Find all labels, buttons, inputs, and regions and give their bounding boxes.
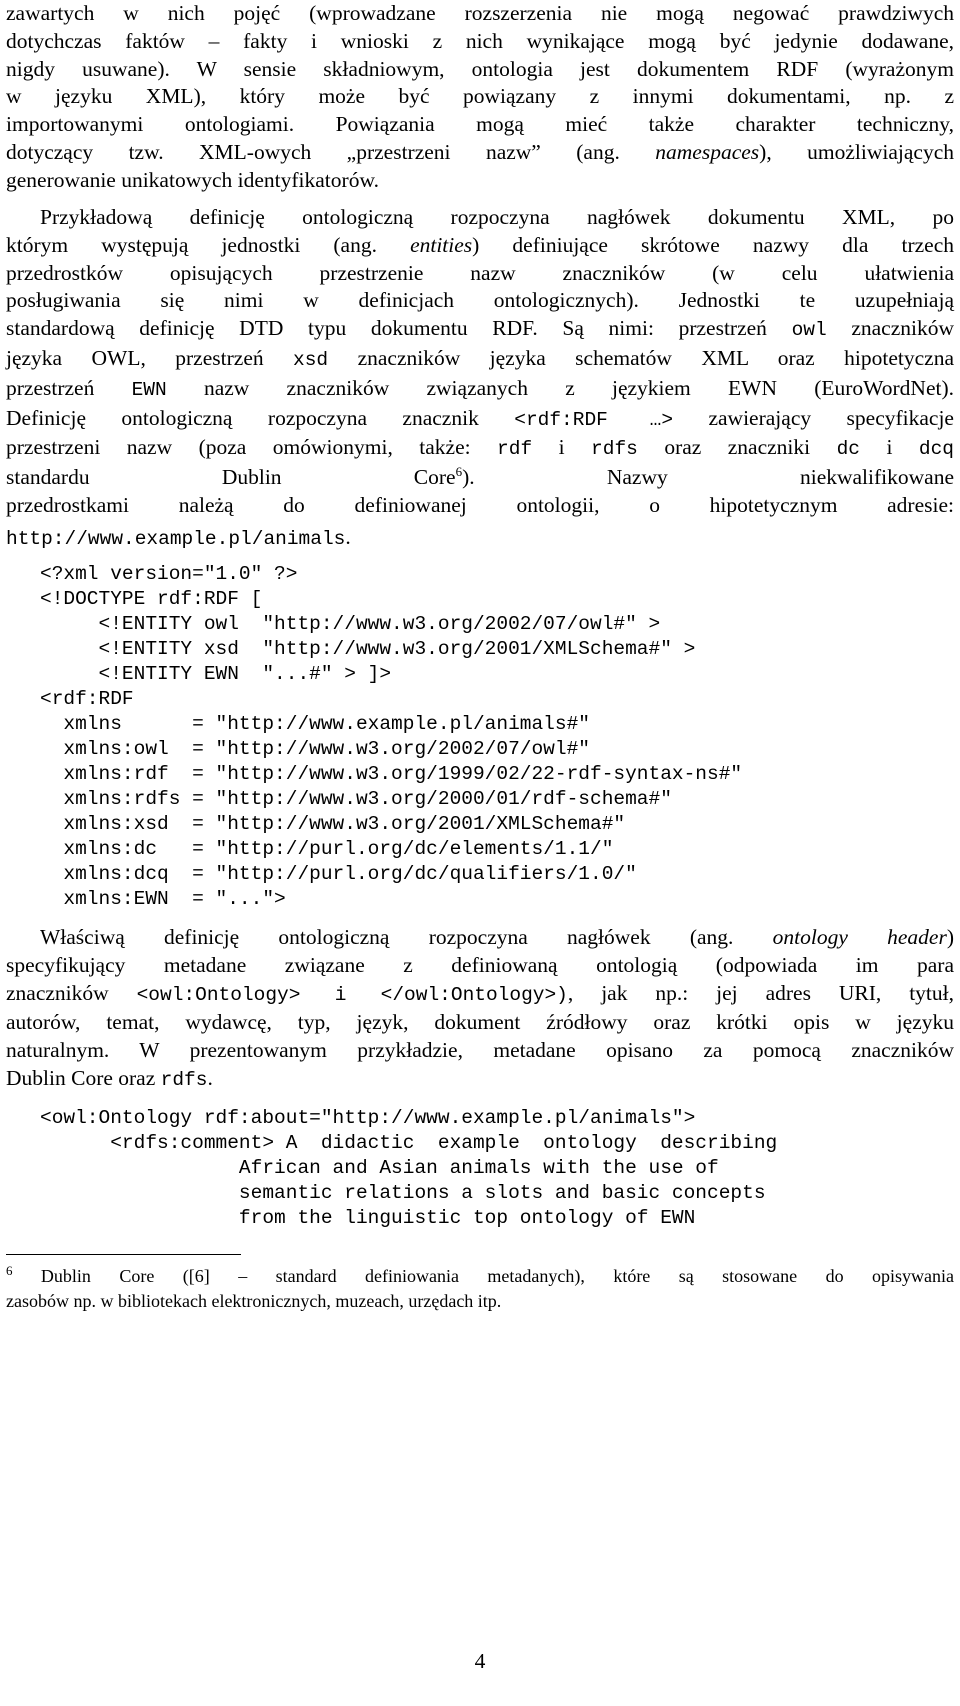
footnote-number: 6: [6, 1263, 13, 1278]
text-line: nigdy usuwane). W sensie składniowym, ontologia jest dokumentem RDF (wyrażonym: [6, 56, 954, 81]
code-block-ontology: <owl:Ontology rdf:about="http://www.example.pl/animals"> <rdfs:comment> A didactic example ontology describing African and Asian animals with the use of semantic relations a slots and basic concepts from the linguistic top ontology of EWN: [40, 1107, 778, 1229]
text-span: przestrzeń: [6, 375, 132, 400]
text-line: [6, 139, 954, 167]
text-span: .: [345, 524, 351, 549]
text-line: [6, 375, 954, 405]
text-span: standardu Dublin Core: [6, 465, 456, 490]
text-span: , jak np.: jej adres URI, tytuł,: [567, 980, 955, 1005]
code-term: http://www.example.pl/animals: [6, 527, 346, 550]
page-number: 4: [474, 1649, 486, 1673]
text-line: dotychczas faktów ‒ fakty i wnioski z nich wynikające mogą być jedynie dodawane,: [6, 28, 954, 53]
text-line: autorów, temat, wydawcę, typ, język, dokument źródłowy oraz krótki opis w języku: [6, 1010, 954, 1035]
text-span: języka OWL, przestrzeń: [6, 345, 294, 370]
text-span: nazw znaczników związanych z językiem EWN (EuroWordNet).: [166, 375, 954, 400]
text-span: ): [946, 925, 954, 949]
italic-term: namespaces: [655, 139, 760, 164]
code-term: <rdf:RDF …>: [514, 408, 674, 431]
text-span: i: [860, 435, 919, 460]
code-term: xsd: [293, 348, 329, 371]
paragraph-1: [6, 0, 954, 195]
code-term: EWN: [131, 378, 167, 401]
footnote-separator: [6, 1254, 241, 1255]
text-span: znaczników: [826, 316, 955, 341]
code-term: dc: [836, 438, 860, 461]
text-span: .: [207, 1065, 213, 1090]
code-term: <owl:Ontology> i </owl:Ontology>): [136, 983, 568, 1006]
footnote-line: zasobów np. w bibliotekach elektronicznych, muzeach, urzędach itp.: [6, 1290, 502, 1311]
text-span: przestrzeni nazw (poza omówionymi, także:: [6, 435, 498, 460]
text-span: ) definiujące skrótowe nazwy dla trzech: [472, 232, 954, 257]
text-line: [6, 405, 954, 435]
footnote-line: [6, 1264, 954, 1289]
text-span: oraz znaczniki: [637, 435, 837, 460]
text-line: importowanymi ontologiami. Powiązania mogą mieć także charakter techniczny,: [6, 112, 954, 137]
text-span: Dublin Core oraz: [6, 1065, 161, 1090]
text-line: naturalnym. W prezentowanym przykładzie, metadane opisano za pomocą znaczników: [6, 1038, 954, 1063]
text-span: Dublin Core ([6] ‒ standard definiowania metadanych), które są stosowane do opisywania: [12, 1266, 954, 1286]
paragraph-2: [6, 204, 954, 554]
text-span: standardową definicję DTD typu dokumentu RDF. Są nimi: przestrzeń: [6, 316, 792, 341]
code-term: rdfs: [591, 438, 638, 461]
text-line: [6, 232, 954, 260]
code-block-rdf: <?xml version="1.0" ?> <!DOCTYPE rdf:RDF [ <!ENTITY owl "http://www.w3.org/2002/07/owl#" > <!ENTITY xsd "http://www.w3.org/2001/XMLSchema#" > <!ENTITY EWN "...#" > ]> <rdf:RDF xmlns = "http://www.example.pl/animals#" xmlns:owl = "http://www.w3.org/2002/07/owl#" xmlns:rdf = "http://www.w3.org/1999/02/22-rdf-syntax-ns#" xmlns:rdfs = "http://www.w3.org/2000/01/rdf-schema#" xmlns:xsd = "http://www.w3.org/2001/XMLSchema#" xmlns:dc = "http://purl.org/dc/elements/1.1/" xmlns:dcq = "http://purl.org/dc/qualifiers/1.0/" xmlns:EWN = "...">: [40, 563, 743, 910]
code-term: rdfs: [160, 1068, 208, 1091]
text-line: przedrostków opisujących przestrzenie nazw znaczników (w celu ułatwienia: [6, 260, 954, 285]
text-span: ), umożliwiających: [759, 139, 954, 164]
text-line: [6, 464, 954, 492]
text-line: zawartych w nich pojęć (wprowadzane rozszerzenia nie mogą negować prawdziwych: [6, 1, 954, 25]
text-line: przedrostkami należą do definiowanej ontologii, o hipotetycznym adresie:: [6, 492, 954, 517]
text-line: [6, 1065, 954, 1095]
text-line: [6, 315, 954, 345]
text-line: [6, 524, 954, 554]
text-line: [6, 434, 954, 464]
text-span: dotyczący tzw. XML-owych „przestrzeni nazw” (ang.: [6, 139, 656, 164]
code-term: rdf: [497, 438, 533, 461]
text-span: i: [532, 435, 592, 460]
text-span: Właściwą definicję ontologiczną rozpoczyna nagłówek (ang.: [40, 925, 773, 949]
text-line: w języku XML), który może być powiązany z innymi dokumentami, np. z: [6, 84, 954, 109]
text-span: Definicję ontologiczną rozpoczyna znacznik: [6, 405, 515, 430]
footnote: [6, 1264, 954, 1313]
text-line: [6, 345, 954, 375]
text-span: ). Nazwy niekwalifikowane: [462, 465, 954, 490]
text-line: posługiwania się nimi w definicjach ontologicznych). Jednostki te uzupełniają: [6, 288, 954, 313]
code-term: dcq: [918, 438, 954, 461]
text-line: generowanie unikatowych identyfikatorów.: [6, 167, 379, 192]
text-span: którym występują jednostki (ang.: [6, 232, 411, 257]
footnote-ref: 6: [455, 464, 463, 480]
code-term: owl: [791, 319, 827, 342]
paragraph-3: [6, 924, 954, 1095]
text-span: znaczników: [6, 980, 137, 1005]
text-span: zawierający specyfikacje: [673, 405, 954, 430]
text-line: [6, 980, 954, 1010]
text-line: [6, 924, 954, 952]
document-page: [6, 0, 954, 1706]
italic-term: entities: [410, 232, 473, 257]
text-line: Przykładową definicję ontologiczną rozpoczyna nagłówek dokumentu XML, po: [40, 205, 954, 229]
italic-term: ontology header: [772, 925, 947, 949]
text-span: znaczników języka schematów XML oraz hipotetyczna: [328, 345, 954, 370]
text-line: specyfikujący metadane związane z definiowaną ontologią (odpowiada im para: [6, 952, 954, 977]
